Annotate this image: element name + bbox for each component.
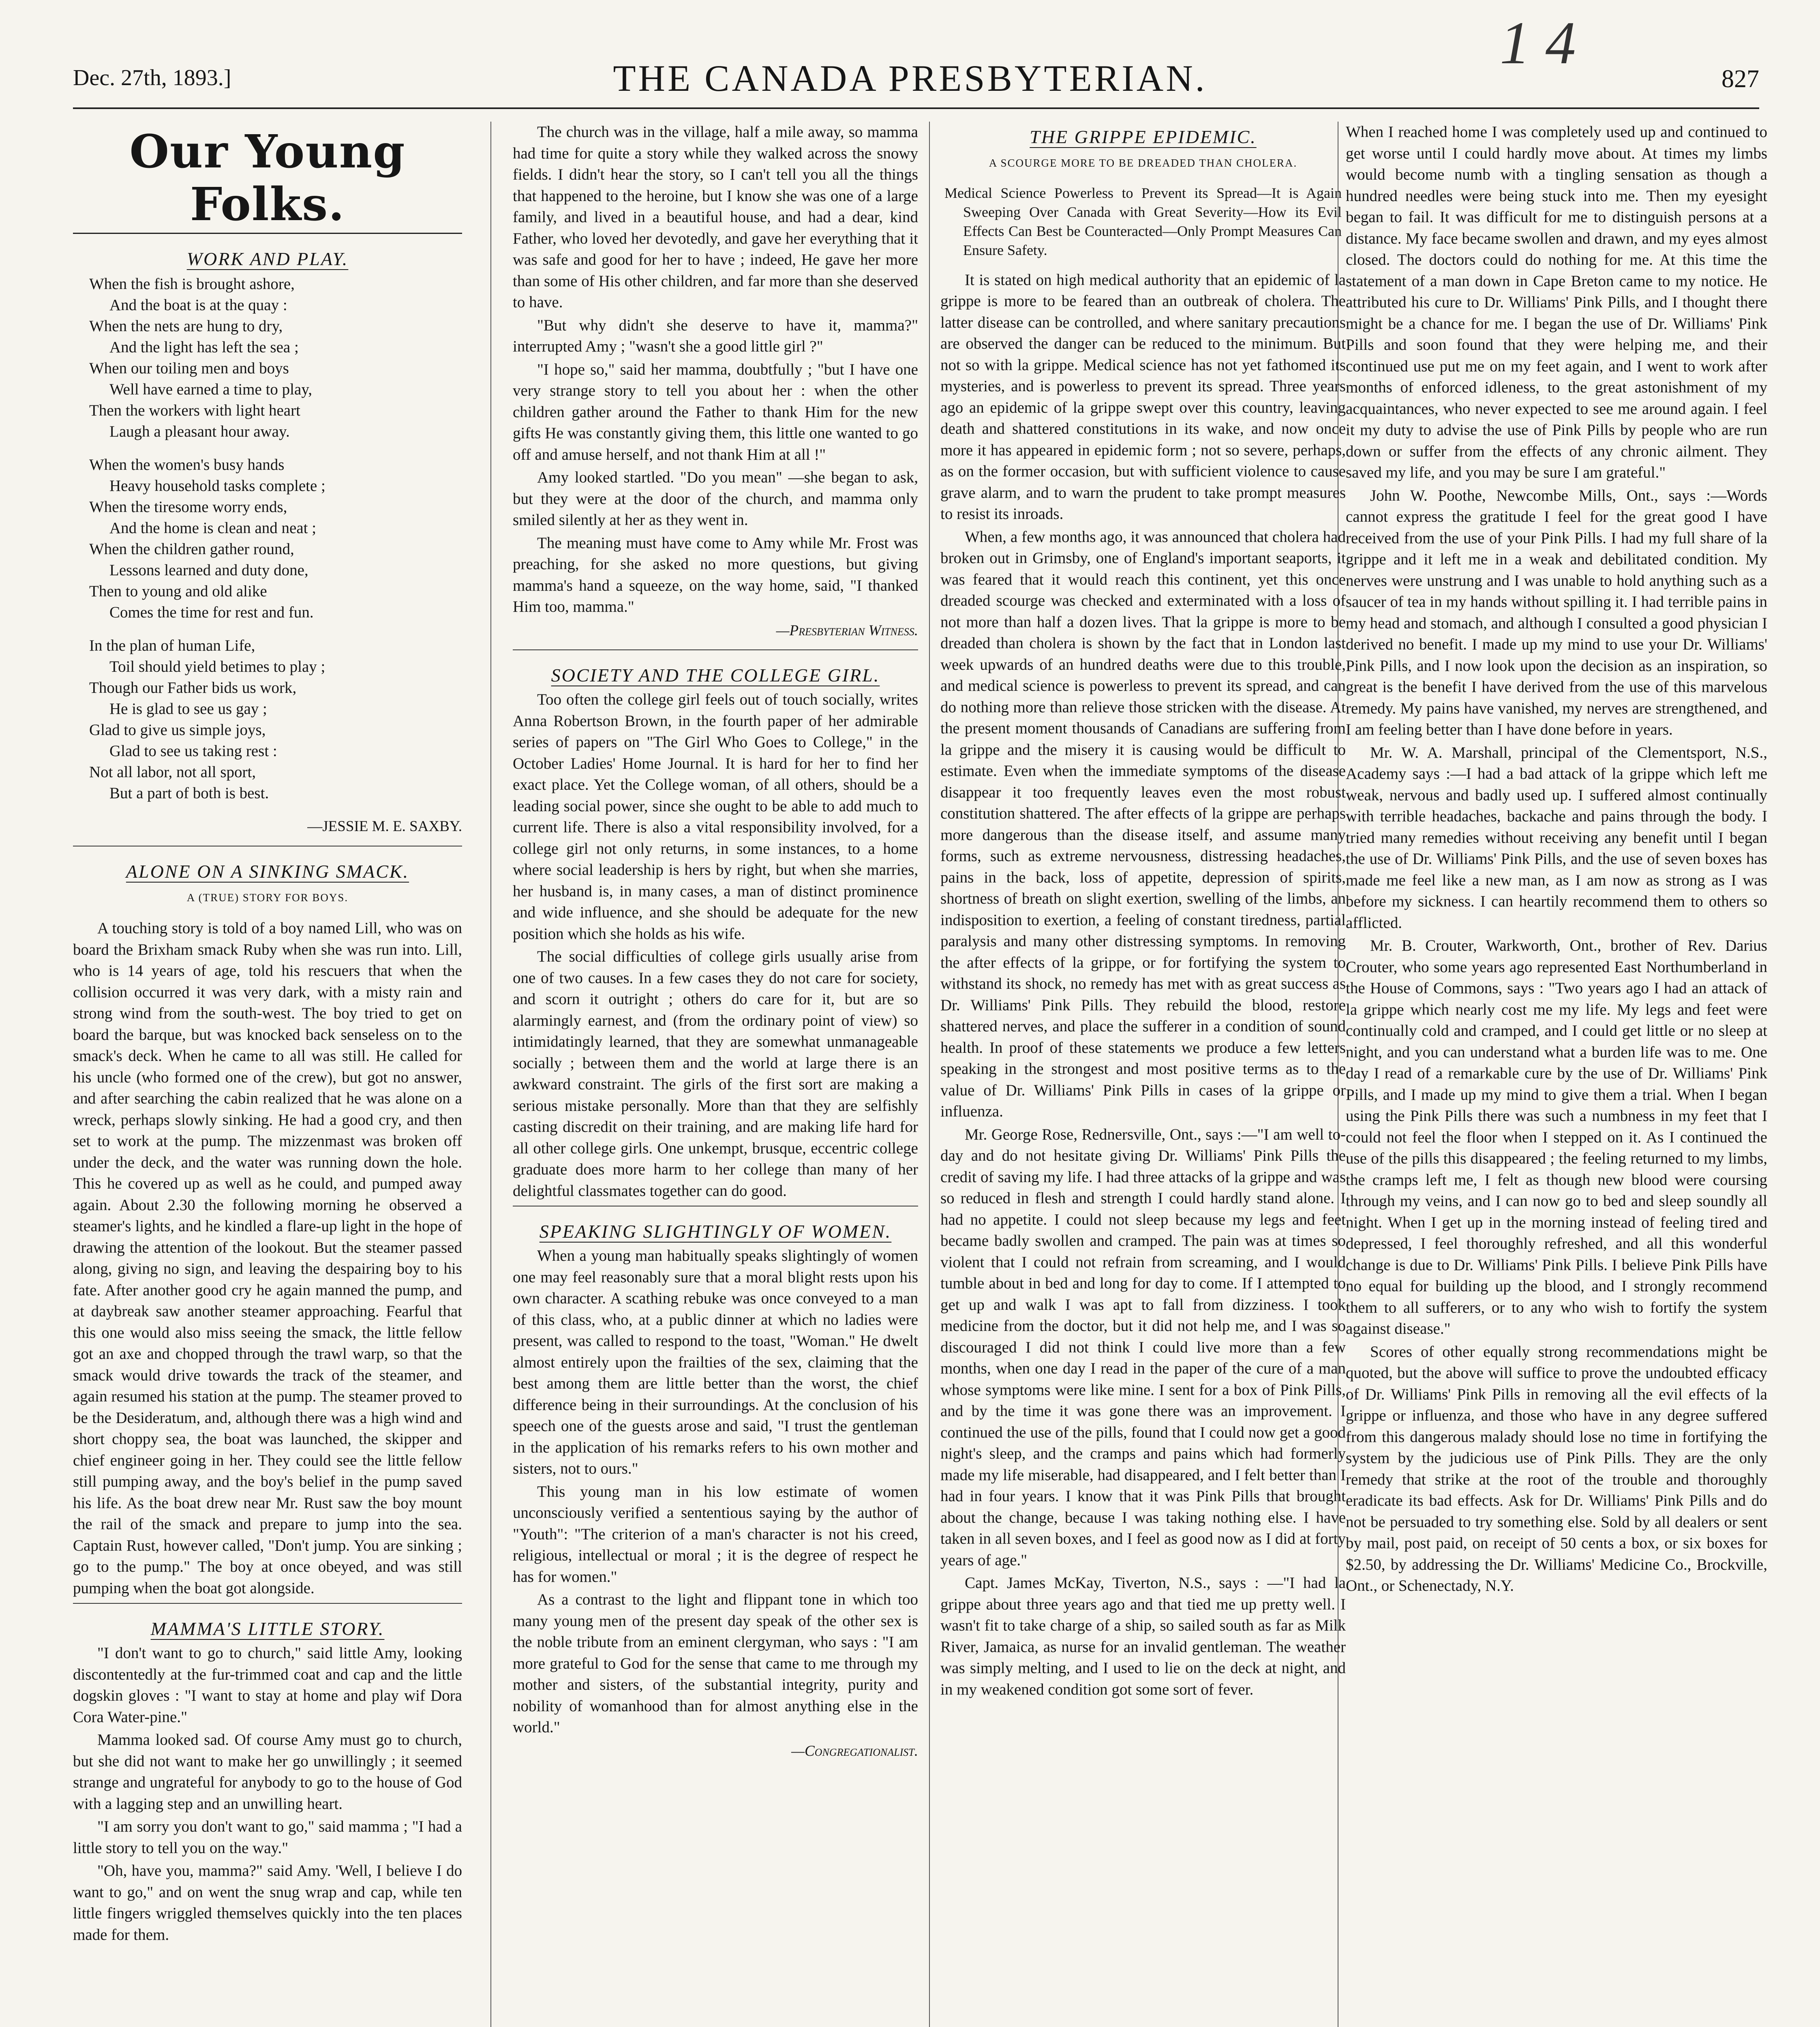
paragraph: The social difficulties of college girls usually arise from one of two causes. In a few cases they do not care for society, and scorn it outright ; others do care for it, but are so alarmingly earnest, and (from the ordinary point of view) so intimidatingly learned, that they are somewhat unmanageable socially ; between them and the world at large there is an awkward constraint. The girls of the first sort are making a serious mistake personally. More than that they are selfishly casting discredit on their training, and are making life hard for all other college girls. One unkempt, brusque, eccentric college graduate does more harm to her college than many of her delightful classmates together can do good. (513, 948, 918, 1200)
masthead-rule (73, 233, 462, 234)
article-rule (73, 1603, 462, 1604)
article-title: WORK AND PLAY. (186, 249, 349, 269)
paragraph: The meaning must have come to Amy while Mr. Frost was preaching, for she asked no more questions, but giving mamma's hand a squeeze, on the way home, said, "I thanked Him too, mamma." (513, 534, 918, 615)
column-divider (490, 122, 491, 2027)
article-body (513, 122, 918, 618)
article-title: SPEAKING SLIGHTINGLY OF WOMEN. (539, 1221, 892, 1242)
page-number: 827 (1722, 65, 1759, 93)
article-deck: Medical Science Powerless to Prevent its Spread—It is Again Sweeping Over Canada with Great Severity—How its Evil Effects Can Best be Counteracted—Only Prompt Measures Can Ensure Safety. (944, 184, 1342, 258)
column-3 (940, 122, 1346, 2027)
section-masthead: Our Young Folks. (129, 125, 406, 231)
paragraph: Mr. B. Crouter, Warkworth, Ont., brother of Rev. Darius Crouter, who some years ago represented East Northumberland in the House of Commons, says : "Two years ago I had an attack of la grippe which nearly cost me my life. My legs and feet were continually cold and cramped, and I could get little or no sleep at night, and you can understand what a burden life was to me. One day I read of a remarkable cure by the use of Dr. Williams' Pink Pills, and I made up my mind to give them a trial. When I began using the Pink Pills there was such a numbness in my feet that I could not feel the floor when I stepped on it. As I continued the use of the pills this disappeared ; the feeling returned to my limbs, the cramps left me, I felt as though new blood were coursing through my veins, and I can now go to bed and sleep soundly all night. When I get up in the morning instead of feeling tired and depressed, I feel thoroughly refreshed, and all this wonderful change is due to Dr. Williams' Pink Pills. I believe Pink Pills have no equal for building up the blood, and I strongly recommend them to all sufferers, or to any who wish to fortify the system against disease." (1346, 937, 1767, 1337)
poem-line: When the women's busy hands (89, 456, 285, 474)
poem-line: Toil should yield betimes to play ; (109, 658, 325, 675)
article-body (73, 1643, 462, 1946)
paragraph: When I reached home I was completely used up and continued to get worse until I could hardly move about. At times my limbs would become numb with a tingling sensation as though a hundred needles were being stuck into me. Then my eyesight began to fail. It was difficult for me to distinguish persons at a distance. My face became swollen and drawn, and my eyes almost closed. The doctors could do nothing for me. At this time the statement of a man down in Cape Breton came to my notice. He attributed his cure to Dr. Williams' Pink Pills, and I thought there might be a chance for me. I began the use of Dr. Williams' Pink Pills and soon found that they were helping me, and their continued use put me on my feet again, and I went to work after months of enforced idleness, to the great astonishment of my acquaintances, who never expected to see me around again. I feel it my duty to advise the use of Pink Pills by people who are run down or suffer from the effects of any chronic ailment. They saved my life, and you may be sure I am grateful." (1346, 123, 1767, 481)
poem-line: When the nets are hung to dry, (89, 317, 283, 335)
article-body (1346, 122, 1767, 1597)
poem-line: Though our Father bids us work, (89, 679, 297, 696)
poem-line: Glad to give us simple joys, (89, 721, 266, 739)
column-divider (929, 122, 930, 2027)
paragraph: "Oh, have you, mamma?" said Amy. 'Well, I believe I do want to go," and on went the snug wrap and cap, while ten little fingers wriggled themselves quickly into the ten places made for them. (73, 1862, 462, 1943)
article-rule (513, 649, 918, 650)
article-body (513, 1245, 918, 1738)
poem-signature: —JESSIE M. E. SAXBY. (307, 818, 462, 835)
poem-line: And the home is clean and neat ; (109, 519, 317, 537)
paragraph: As a contrast to the light and flippant tone in which too many young men of the present day speak of the other sex is the noble tribute from an eminent clergyman, who says : "I am more grateful to God for the sense that came to me through my mother and sisters, of the substantial integrity, purity and nobility of womanhood than for almost anything else in the world." (513, 1591, 918, 1736)
poem-line: And the light has left the sea ; (109, 339, 299, 356)
handwritten-mark: 1 4 (1500, 9, 1576, 77)
paragraph: Scores of other equally strong recommendations might be quoted, but the above will suffice to prove the undoubted efficacy of Dr. Williams' Pink Pills in removing all the evil effects of la grippe or influenza, and those who have in any degree suffered from this dangerous malady should lose no time in fortifying the system by the judicious use of Pink Pills. They are the only remedy that strike at the root of the trouble and thoroughly eradicate its bad effects. Ask for Dr. Williams' Pink Pills and do not be persuaded to try something else. Sold by all dealers or sent by mail, post paid, on receipt of 50 cents a box, or six boxes for $2.50, by addressing the Dr. Williams' Medicine Co., Brockville, Ont., or Schenectady, N.Y. (1346, 1343, 1767, 1594)
paragraph: "But why didn't she deserve to have it, mamma?" interrupted Amy ; "wasn't she a good little girl ?" (513, 316, 918, 355)
paragraph: The church was in the village, half a mile away, so mamma had time for quite a story while they walked across the snowy fields. I didn't hear the story, so I can't tell you all the things that happened to the heroine, but I know she was one of a large family, and lived in a beautiful house, and had a dear, kind Father, who loved her devotedly, and gave her everything that it was safe and good for her to have ; indeed, He gave her more than some of His other children, and far more than she deserved to have. (513, 123, 918, 311)
poem-line: Then the workers with light heart (89, 402, 300, 419)
issue-date: Dec. 27th, 1893.] (73, 65, 231, 90)
paragraph: When, a few months ago, it was announced that cholera had broken out in Grimsby, one of England's important seaports, it was feared that it would reach this continent, yet this once dreaded scourge was checked and exterminated with a loss of not more than half a dozen lives. That la grippe is more to be dreaded than cholera is shown by the fact that in London last week upwards of an hundred deaths were due to this trouble, and medical science is powerless to prevent its spread, and can do nothing more than relieve those stricken with the disease. At the present moment thousands of Canadians are suffering from la grippe and the misery it is causing would be difficult to estimate. Even when the immediate symptoms of the disease disappear it too frequently leaves even the most robust constitution shattered. The after effects of la grippe are perhaps more dangerous than the disease itself, and assume many forms, such as extreme nervousness, distressing headaches, pains in the back, loss of appetite, depression of spirits, shortness of breath on slight exertion, swelling of the limbs, an indisposition to exertion, a feeling of constant tiredness, partial paralysis and many other distressing symptoms. In removing the after effects of la grippe, or for fortifying the system to withstand its shock, no remedy has met with as great success as Dr. Williams' Pink Pills. They rebuild the blood, restore shattered nerves, and place the sufferer in a condition of sound health. In proof of these statements we produce a few letters speaking in the strongest and most positive terms as to the value of Dr. Williams' Pink Pills in cases of la grippe or influenza. (940, 528, 1346, 1120)
poem-stanza (89, 274, 462, 442)
poem-line: Lessons learned and duty done, (109, 561, 308, 579)
article-title: ALONE ON A SINKING SMACK. (126, 861, 409, 882)
newspaper-title: THE CANADA PRESBYTERIAN. (613, 58, 1207, 99)
paragraph: Mamma looked sad. Of course Amy must go to church, but she did not want to make her go unwillingly ; it seemed strange and ungrateful for anybody to go to the house of God with a lagging step and an unwilling heart. (73, 1731, 462, 1813)
poem-line: Comes the time for rest and fun. (109, 604, 314, 621)
article-title: MAMMA'S LITTLE STORY. (150, 1618, 385, 1639)
column-2 (513, 122, 918, 2027)
paragraph: John W. Poothe, Newcombe Mills, Ont., says :—Words cannot express the gratitude I feel for the great good I have received from the use of your Pink Pills. I had my full share of la grippe and it left me in a weak and debilitated condition. My nerves were unstrung and I was unable to hold anything such as a saucer of tea in my hands without spilling it. I had terrible pains in my head and stomach, and although I consulted a good physician I derived no benefit. I made up my mind to use your Dr. Williams' Pink Pills, and I now look upon the decision as an inspiration, so great is the benefit I have derived from the use of this marvelous remedy. My pains have vanished, my nerves are strengthened, and I am feeling better than I have done before in years. (1346, 486, 1767, 738)
poem-line: He is glad to see us gay ; (109, 700, 267, 718)
paragraph: Capt. James McKay, Tiverton, N.S., says : —"I had la grippe about three years ago and that tied me up pretty well. I wasn't fit to take charge of a ship, so sailed south as far as Milk River, Jamaica, as nurse for an invalid gentleman. The weather was simply melting, and I used to lie on the deck at night, and in my weakened condition got some sort of fever. (940, 1574, 1346, 1698)
article-subtitle: A SCOURGE MORE TO BE DREADED THAN CHOLERA. (989, 157, 1298, 169)
paragraph: Mr. George Rose, Rednersville, Ont., says :—"I am well to-day and do not hesitate giving Dr. Williams' Pink Pills the credit of saving my life. I had three attacks of la grippe and was so reduced in flesh and strength I could hardly stand alone. I had no appetite. I could not sleep because my legs and feet became badly swollen and cramped. The pain was at times so violent that I could not refrain from screaming, and I would tumble about in bed and long for day to come. If I attempted to get up and walk I was apt to fall from dizziness. I took medicine from the doctor, but it did not help me, and I was so discouraged I did not think I could live more than a few months, when one day I read in the paper of the cure of a man whose symptoms were like mine. I sent for a box of Pink Pills, and by the time it was gone there was an improvement. I continued the use of the pills, found that I could now get a good night's sleep, and the cramps and pains which had formerly made my life miserable, had disappeared, and I felt better than I had in four years. I know that it was Pink Pills that brought about the change, because I was taking nothing else. I have taken in all seven boxes, and I feel as good now as I did at forty years of age." (940, 1125, 1346, 1569)
column-1 (73, 122, 462, 2027)
paragraph: "I don't want to go to church," said little Amy, looking discontentedly at the fur-trimmed coat and cap and the little dogskin gloves : "I want to stay at home and play wif Dora Cora Water-pine." (73, 1644, 462, 1726)
poem-line: Laugh a pleasant hour away. (109, 423, 290, 440)
poem-stanza (89, 454, 462, 623)
paragraph: It is stated on high medical authority that an epidemic of la grippe is more to be feared than an outbreak of cholera. The latter disease can be controlled, and where sanitary precautions are observed the danger can be reduced to the minimum. But not so with la grippe. Medical science has not yet fathomed its mysteries, and is powerless to prevent its spread. Three years ago an epidemic of la grippe swept over this country, leaving death and shattered constitutions in its wake, and now once more it has appeared in epidemic form ; not so severe, perhaps, as on the former occasion, but with sufficient violence to cause grave alarm, and to warn the prudent to take prompt measures to resist its inroads. (940, 271, 1346, 523)
poem (89, 274, 462, 804)
poem-line: Then to young and old alike (89, 583, 267, 600)
paragraph: "I am sorry you don't want to go," said mamma ; "I had a little story to tell you on the way." (73, 1818, 462, 1857)
poem-line: But a part of both is best. (109, 784, 269, 802)
article-body (940, 270, 1346, 1701)
page-header (0, 0, 1820, 122)
poem-line: In the plan of human Life, (89, 637, 255, 654)
article-title: THE GRIPPE EPIDEMIC. (1030, 126, 1257, 147)
paragraph: "I hope so," said her mamma, doubtfully ; "but I have one very strange story to tell you about her : when the other children gather around the Father to thank Him for the new gifts He was constantly giving them, this little one wanted to go off and amuse herself, and not thank Him at all !" (513, 360, 918, 463)
article-title: SOCIETY AND THE COLLEGE GIRL. (551, 665, 880, 686)
poem-stanza (89, 635, 462, 804)
header-rule (73, 107, 1759, 109)
poem-line: Not all labor, not all sport, (89, 763, 256, 781)
paragraph: Too often the college girl feels out of touch socially, writes Anna Robertson Brown, in the fourth paper of her admirable series of papers on "The Girl Who Goes to College," in the October Ladies' Home Journal. It is hard for her to find her exact place. Yet the College woman, of all others, should be a leading social power, since she ought to be able to add much to current life. There is also a vital responsibility involved, for a college girl not only returns, in some instances, to a home where social leadership is hers by right, but when she marries, her husband is, in many cases, a man of distinct prominence and wide influence, and she should be adequate for the new position which she holds as his wife. (513, 691, 918, 943)
poem-line: Well have earned a time to play, (109, 381, 313, 398)
paragraph: A touching story is told of a boy named Lill, who was on board the Brixham smack Ruby when she was run into. Lill, who is 14 years of age, told his rescuers that when the collision occurred it was very dark, with a misty rain and strong wind from the south-west. The boy tried to get on board the barque, but was knocked back senseless on to the smack's deck. When he came to all was still. He called for his uncle (who formed one of the crew), but got no answer, and after searching the cabin realized that he was alone on a wreck, perhaps slowly sinking. He had a good cry, and then set to work at the pump. The mizzenmast was broken off under the deck, and the water was running down the hole. This he covered up as well as he could, and pumped away again. About 2.30 the following morning he observed a steamer's lights, and he kindled a flare-up light in the hope of drawing the attention of the lookout. But the steamer passed along, giving no sign, and leaving the despairing boy to his fate. After another good cry he again manned the pump, and at daybreak saw another steamer approaching. Fearful that this one would also miss seeing the smack, the little fellow got an axe and chopped through the trawl warp, so that the smack would drive towards the track of the steamer, and again resumed his station at the pump. The steamer proved to be the Desideratum, and, although there was a high wind and short choppy sea, the boat was launched, the skipper and chief engineer going in her. They could see the little fellow still pumping away, and the boy's belief in the pump saved his life. As the boat drew near Mr. Rust saw the boy mount the rail of the smack and prepare to jump into the sea. Captain Rust, however called, "Don't jump. You are sinking ; go to the pump." The boy at once obeyed, and was still pumping when the boat got alongside. (73, 919, 462, 1597)
article-source: —Presbyterian Witness. (776, 622, 918, 639)
article-body (73, 918, 462, 1599)
poem-line: And the boat is at the quay : (109, 296, 287, 314)
poem-line: When the fish is brought ashore, (89, 275, 295, 293)
poem-line: When the children gather round, (89, 540, 294, 558)
article-source: —Congregationalist. (791, 1742, 918, 1759)
article-body (513, 689, 918, 1202)
poem-line: When our toiling men and boys (89, 360, 289, 377)
paragraph: Mr. W. A. Marshall, principal of the Clementsport, N.S., Academy says :—I had a bad attack of la grippe which left me weak, nervous and badly used up. I suffered almost continually with terrible headaches, backache and pains through the body. I tried many remedies without receiving any benefit until I began the use of Dr. Williams' Pink Pills, and the use of seven boxes has made me feel like a new man, as I am now as strong as I was before my sickness. I can heartily recommend them to others so afflicted. (1346, 744, 1767, 932)
column-4 (1346, 122, 1767, 2027)
poem-line: Glad to see us taking rest : (109, 742, 277, 760)
poem-line: When the tiresome worry ends, (89, 498, 287, 516)
poem-line: Heavy household tasks complete ; (109, 477, 325, 495)
paragraph: Amy looked startled. "Do you mean" —she began to ask, but they were at the door of the church, and mamma only smiled silently at her as they went in. (513, 469, 918, 529)
paragraph: When a young man habitually speaks slightingly of women one may feel reasonably sure that a moral blight rests upon his own character. A scathing rebuke was once conveyed to a man of this class, who, at a public dinner at which no ladies were present, was called to respond to the toast, "Woman." He dwelt almost entirely upon the frailties of the sex, claiming that the best among them are little better than the worst, the chief difference being in their surroundings. At the conclusion of his speech one of the guests arose and said, "I trust the gentleman in the application of his remarks refers to his own mother and sisters, not to ours." (513, 1247, 918, 1477)
article-subtitle: A (TRUE) STORY FOR BOYS. (186, 891, 349, 904)
paragraph: This young man in his low estimate of women unconsciously verified a sententious saying by the author of "Youth": "The criterion of a man's character is not his creed, religious, intellectual or moral ; it is the degree of respect he has for women." (513, 1483, 918, 1586)
